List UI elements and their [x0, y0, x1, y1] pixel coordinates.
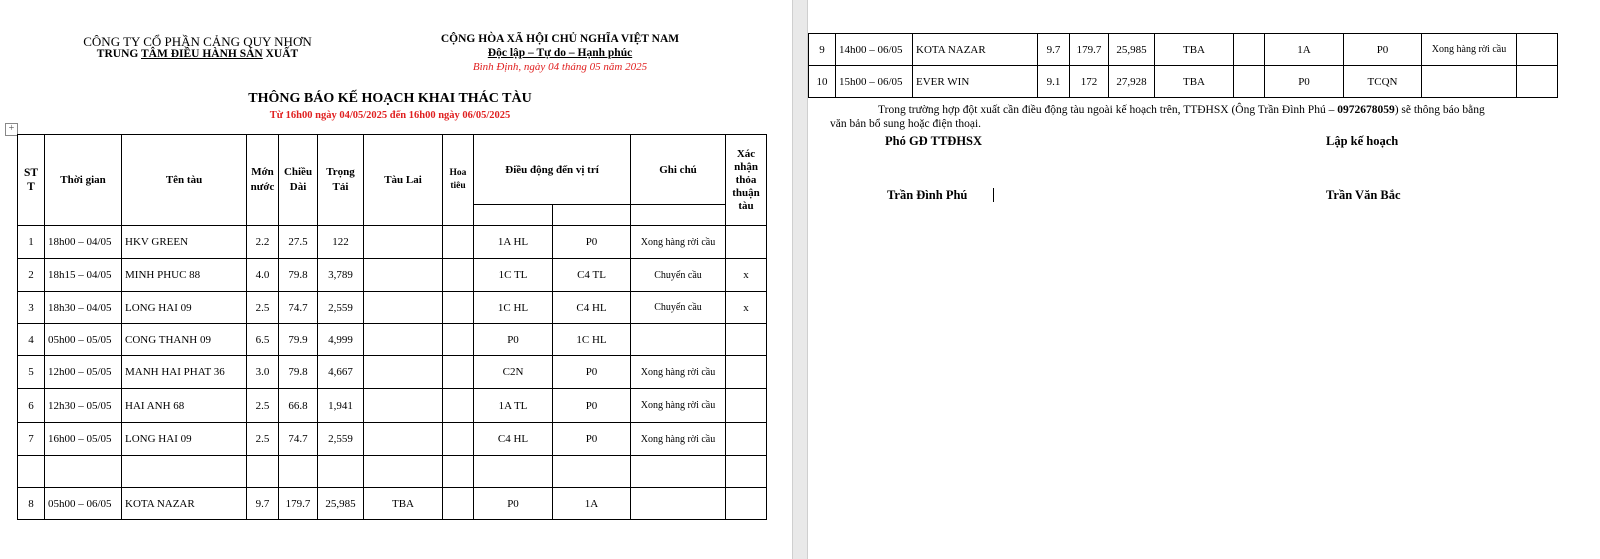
cell-tug	[364, 226, 443, 259]
cell-note: Xong hàng rời cầu	[631, 423, 726, 456]
cell-note	[631, 488, 726, 520]
cell-time: 16h00 – 05/05	[45, 423, 122, 456]
cell-to: C4 HL	[553, 292, 631, 324]
cell-tonnage	[318, 456, 364, 488]
cell-confirm	[1517, 34, 1558, 66]
cell-length: 79.8	[279, 356, 318, 389]
cell-confirm	[726, 423, 767, 456]
cell-from: P0	[1265, 66, 1344, 98]
cell-ship: KOTA NAZAR	[913, 34, 1038, 66]
cell-to: P0	[1344, 34, 1422, 66]
cell-from: C4 HL	[474, 423, 553, 456]
table-row	[18, 292, 767, 324]
schedule-body-continued	[809, 34, 1558, 98]
cell-pilot	[1234, 66, 1265, 98]
cell-length: 74.7	[279, 292, 318, 324]
cell-tonnage: 1,941	[318, 389, 364, 423]
cell-tug	[364, 356, 443, 389]
cell-draft: 2.5	[247, 292, 279, 324]
cell-time: 05h00 – 06/05	[45, 488, 122, 520]
cell-time: 18h30 – 04/05	[45, 292, 122, 324]
cell-stt: 7	[18, 423, 45, 456]
cell-from: 1A TL	[474, 389, 553, 423]
table-row	[809, 34, 1558, 66]
cell-ship: EVER WIN	[913, 66, 1038, 98]
cell-tug	[364, 389, 443, 423]
cell-to: TCQN	[1344, 66, 1422, 98]
cell-pilot	[443, 488, 474, 520]
cell-time: 05h00 – 05/05	[45, 324, 122, 356]
cell-length: 179.7	[279, 488, 318, 520]
move-icon[interactable]: +	[5, 123, 18, 136]
center-name-prefix: TRUNG	[96, 48, 141, 60]
cell-tug	[364, 324, 443, 356]
cell-tug: TBA	[364, 488, 443, 520]
cell-from: 1C HL	[474, 292, 553, 324]
cell-tug	[364, 423, 443, 456]
cell-ship: LONG HAI 09	[122, 423, 247, 456]
header-row	[18, 135, 767, 205]
cell-draft	[247, 456, 279, 488]
col-length: Chiều Dài	[279, 135, 318, 226]
cell-tonnage: 4,999	[318, 324, 364, 356]
cell-to: P0	[553, 389, 631, 423]
col-ship: Tên tàu	[122, 135, 247, 226]
cell-stt: 1	[18, 226, 45, 259]
cell-ship: KOTA NAZAR	[122, 488, 247, 520]
cell-time: 12h00 – 05/05	[45, 356, 122, 389]
col-confirm: Xác nhận thỏa thuận tàu	[726, 135, 767, 226]
cell-confirm: x	[726, 259, 767, 292]
cell-confirm	[726, 488, 767, 520]
cell-stt: 2	[18, 259, 45, 292]
cell-draft: 3.0	[247, 356, 279, 389]
cell-draft: 4.0	[247, 259, 279, 292]
table-row	[18, 226, 767, 259]
cell-tug: TBA	[1155, 34, 1234, 66]
cell-to	[553, 456, 631, 488]
table-row	[18, 488, 767, 520]
cell-draft: 9.7	[247, 488, 279, 520]
cell-tug	[364, 259, 443, 292]
cell-to: P0	[553, 226, 631, 259]
para-phone: 0972678059	[1337, 104, 1395, 116]
date-line: Bình Định, ngày 04 tháng 05 năm 2025	[472, 61, 648, 73]
cell-pilot	[443, 226, 474, 259]
right-role: Lập kế hoạch	[1326, 134, 1399, 148]
cell-time	[45, 456, 122, 488]
cell-confirm	[726, 324, 767, 356]
cell-confirm	[726, 456, 767, 488]
cell-stt: 8	[18, 488, 45, 520]
cell-length: 74.7	[279, 423, 318, 456]
table-row	[18, 259, 767, 292]
col-tonnage: Trọng Tải	[318, 135, 364, 226]
cell-stt	[18, 456, 45, 488]
col-move-to	[553, 205, 631, 226]
cell-tonnage: 4,667	[318, 356, 364, 389]
cell-time: 14h00 – 06/05	[836, 34, 913, 66]
cell-confirm	[1517, 66, 1558, 98]
cell-pilot	[443, 456, 474, 488]
cell-from: 1C TL	[474, 259, 553, 292]
cell-to: P0	[553, 356, 631, 389]
cell-ship: HAI ANH 68	[122, 389, 247, 423]
schedule-table	[17, 134, 767, 520]
cell-tonnage: 2,559	[318, 423, 364, 456]
col-draft: Mớn nước	[247, 135, 279, 226]
cell-pilot	[1234, 34, 1265, 66]
cell-to: P0	[553, 423, 631, 456]
company-name: CÔNG TY CỔ PHẦN CẢNG QUY NHƠN	[83, 34, 312, 49]
center-name-suffix: XUẤT	[262, 48, 299, 60]
cell-length: 27.5	[279, 226, 318, 259]
cell-ship: MANH HAI PHAT 36	[122, 356, 247, 389]
table-row	[18, 423, 767, 456]
table-row	[18, 356, 767, 389]
cell-stt: 6	[18, 389, 45, 423]
left-role: Phó GĐ TTĐHSX	[885, 134, 983, 148]
cell-note: Chuyển cầu	[631, 292, 726, 324]
cell-time: 18h15 – 04/05	[45, 259, 122, 292]
cell-stt: 4	[18, 324, 45, 356]
cell-tonnage: 25,985	[318, 488, 364, 520]
cell-pilot	[443, 259, 474, 292]
cell-confirm	[726, 226, 767, 259]
cell-note: Chuyển cầu	[631, 259, 726, 292]
cell-stt: 3	[18, 292, 45, 324]
cell-draft: 9.1	[1038, 66, 1070, 98]
schedule-table-continued	[808, 33, 1558, 98]
cell-confirm	[726, 389, 767, 423]
cell-to: 1C HL	[553, 324, 631, 356]
cell-pilot	[443, 292, 474, 324]
cell-pilot	[443, 389, 474, 423]
document-page-2	[808, 0, 1600, 559]
table-row	[18, 389, 767, 423]
cell-tug	[364, 292, 443, 324]
right-signer-name: Trần Văn Bắc	[1326, 188, 1401, 202]
cell-ship: CONG THANH 09	[122, 324, 247, 356]
cell-time: 15h00 – 06/05	[836, 66, 913, 98]
cell-pilot	[443, 423, 474, 456]
para-text-a: Trong trường hợp đột xuất cần điều động tàu ngoài kế hoạch trên, TTĐHSX (Ông Trần Đình Phú –	[878, 104, 1338, 116]
cell-from	[474, 456, 553, 488]
cell-pilot	[443, 356, 474, 389]
cell-note: Xong hàng rời cầu	[1422, 34, 1517, 66]
footer-paragraph-line2: văn bản bổ sung hoặc điện thoại.	[830, 118, 982, 130]
cell-confirm	[726, 356, 767, 389]
left-signer-name: Trần Đình Phú	[887, 188, 968, 202]
col-stt: ST T	[18, 135, 45, 226]
cell-tonnage: 2,559	[318, 292, 364, 324]
cell-draft: 2.5	[247, 423, 279, 456]
cell-tonnage: 25,985	[1109, 34, 1155, 66]
cell-from: 1A	[1265, 34, 1344, 66]
col-note: Ghi chú	[631, 135, 726, 205]
col-move-from	[474, 205, 553, 226]
cell-stt: 10	[809, 66, 836, 98]
cell-note: Xong hàng rời cầu	[631, 356, 726, 389]
cell-time: 12h30 – 05/05	[45, 389, 122, 423]
cell-from: P0	[474, 488, 553, 520]
cell-from: P0	[474, 324, 553, 356]
cell-note: Xong hàng rời cầu	[631, 389, 726, 423]
cell-tonnage: 27,928	[1109, 66, 1155, 98]
cell-draft: 2.2	[247, 226, 279, 259]
cell-ship: MINH PHUC 88	[122, 259, 247, 292]
col-pilot: Hoa tiêu	[443, 135, 474, 226]
cell-ship	[122, 456, 247, 488]
doc-title: THÔNG BÁO KẾ HOẠCH KHAI THÁC TÀU	[248, 91, 532, 106]
cell-time: 18h00 – 04/05	[45, 226, 122, 259]
text-cursor	[993, 188, 994, 202]
cell-note: Xong hàng rời cầu	[631, 226, 726, 259]
cell-draft: 9.7	[1038, 34, 1070, 66]
col-move: Điều động đến vị trí	[474, 135, 631, 205]
cell-length: 179.7	[1070, 34, 1109, 66]
cell-ship: HKV GREEN	[122, 226, 247, 259]
cell-draft: 6.5	[247, 324, 279, 356]
cell-stt: 5	[18, 356, 45, 389]
doc-subtitle: Từ 16h00 ngày 04/05/2025 đến 16h00 ngày 06/05/2025	[269, 110, 511, 121]
table-row	[809, 66, 1558, 98]
cell-length: 172	[1070, 66, 1109, 98]
document-page-1	[0, 0, 792, 559]
cell-length: 66.8	[279, 389, 318, 423]
cell-from: 1A HL	[474, 226, 553, 259]
cell-from: C2N	[474, 356, 553, 389]
cell-length: 79.8	[279, 259, 318, 292]
table-row	[18, 324, 767, 356]
cell-note	[631, 456, 726, 488]
cell-to: 1A	[553, 488, 631, 520]
footer-paragraph	[878, 103, 1558, 117]
cell-length	[279, 456, 318, 488]
cell-length: 79.9	[279, 324, 318, 356]
col-time: Thời gian	[45, 135, 122, 226]
cell-ship: LONG HAI 09	[122, 292, 247, 324]
cell-tonnage: 3,789	[318, 259, 364, 292]
cell-confirm: x	[726, 292, 767, 324]
motto: Độc lập – Tự do – Hạnh phúc	[487, 47, 633, 59]
center-name-underlined: TÂM ĐIỀU HÀNH SẢN	[141, 48, 263, 60]
col-tug: Tàu Lai	[364, 135, 443, 226]
cell-tug	[364, 456, 443, 488]
cell-note	[631, 324, 726, 356]
para-text-b: ) sẽ thông báo bằng	[1394, 104, 1485, 116]
col-note-sub	[631, 205, 726, 226]
cell-pilot	[443, 324, 474, 356]
cell-note	[1422, 66, 1517, 98]
schedule-body	[18, 226, 767, 520]
cell-draft: 2.5	[247, 389, 279, 423]
nation-title: CỘNG HÒA XÃ HỘI CHỦ NGHĨA VIỆT NAM	[440, 33, 680, 45]
cell-tug: TBA	[1155, 66, 1234, 98]
cell-tonnage: 122	[318, 226, 364, 259]
cell-stt: 9	[809, 34, 836, 66]
table-row	[18, 456, 767, 488]
center-name	[50, 48, 345, 60]
cell-to: C4 TL	[553, 259, 631, 292]
